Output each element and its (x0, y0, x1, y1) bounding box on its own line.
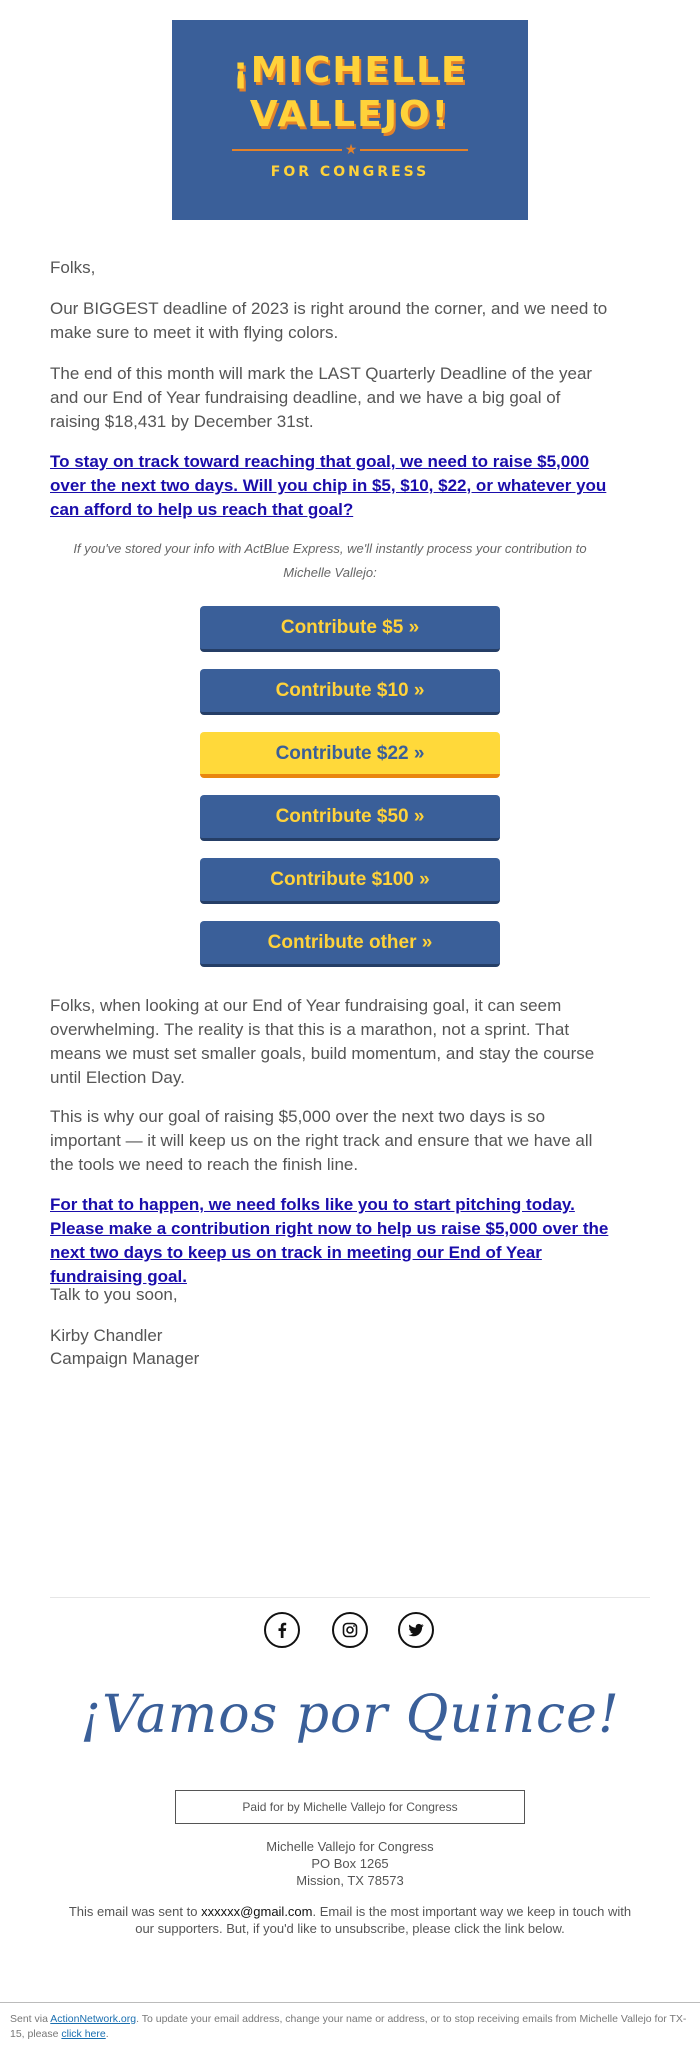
vamos-slogan: ¡Vamos por Quince! (80, 1685, 620, 1745)
via-text: . To update your email address, change your name or address, or to stop receiving emails from Michelle Vallejo for TX-15, please (10, 2013, 687, 2040)
recipient-email: xxxxxx@gmail.com (201, 1904, 313, 1919)
paragraph-goal: The end of this month will mark the LAST Quarterly Deadline of the year and our End of Year fundraising deadline, and we have a big goal of raising $18,431 by December 31st. (50, 364, 593, 431)
footer-divider (50, 1597, 650, 1598)
logo-rule-left (232, 149, 342, 151)
contribute-5-button[interactable]: Contribute $5 » (200, 606, 500, 652)
logo-line-1: ¡MICHELLE (232, 50, 468, 91)
po-box: PO Box 1265 (311, 1856, 389, 1871)
logo-line-3: FOR CONGRESS (270, 164, 430, 180)
logo-line-2: VALLEJO! (249, 94, 451, 135)
via-prefix: Sent via (10, 2013, 51, 2025)
contribute-other-button[interactable]: Contribute other » (200, 921, 500, 967)
signoff: Talk to you soon, (50, 1285, 178, 1304)
sent-suffix: . Email is the most important way we keep in touch with our supporters. But, if you'd like to unsubscribe, please click the link below. (135, 1904, 632, 1936)
sent-prefix: This email was sent to (68, 1904, 202, 1919)
donate-link-top[interactable]: To stay on track toward reaching that goal, we need to raise $5,000 over the next two days. Will you chip in $5, $10, $22, or whatever you can afford to help us reach that goal? (50, 452, 607, 519)
via-end: . (105, 2028, 109, 2040)
contribute-100-button[interactable]: Contribute $100 » (200, 858, 500, 904)
actblue-note: If you've stored your info with ActBlue Express, we'll instantly process your contribution to Michelle Vallejo: (73, 541, 587, 580)
contribute-50-button[interactable]: Contribute $50 » (200, 795, 500, 841)
click-here-link[interactable]: click here (61, 2028, 106, 2040)
contribute-10-button[interactable]: Contribute $10 » (200, 669, 500, 715)
instagram-icon[interactable] (332, 1612, 368, 1648)
twitter-icon[interactable] (398, 1612, 434, 1648)
sent-to-notice (60, 1903, 640, 1937)
actionnetwork-link[interactable]: ActionNetwork.org (50, 2013, 137, 2025)
action-network-divider (0, 2002, 700, 2003)
contribute-22-button[interactable]: Contribute $22 » (200, 732, 500, 778)
signer-name: Kirby Chandler (50, 1326, 163, 1345)
texas-star-icon: ★ (344, 141, 358, 157)
paragraph-importance: This is why our goal of raising $5,000 over the next two days is so important — it will keep us on the right track and ensure that we have all the tools we need to reach the finish line. (50, 1107, 593, 1174)
mailing-address (0, 1838, 700, 1889)
greeting: Folks, (50, 258, 96, 277)
campaign-logo (172, 20, 528, 220)
action-network-footer (10, 2012, 690, 2042)
paid-for-disclaimer: Paid for by Michelle Vallejo for Congress (175, 1790, 525, 1824)
signer-title: Campaign Manager (50, 1349, 200, 1368)
donate-link-bottom[interactable]: For that to happen, we need folks like you to start pitching today. Please make a contribution right now to help us raise $5,000 over the next two days to keep us on track in meeting our End of Year fundraising goal. (50, 1195, 609, 1286)
paragraph-deadline: Our BIGGEST deadline of 2023 is right around the corner, and we need to make sure to meet it with flying colors. (50, 299, 608, 342)
org-name: Michelle Vallejo for Congress (266, 1839, 434, 1854)
logo-rule-right (360, 149, 468, 151)
paragraph-marathon: Folks, when looking at our End of Year fundraising goal, it can seem overwhelming. The reality is that this is a marathon, not a sprint. That means we must set smaller goals, build momentum, and stay the course until Election Day. (50, 996, 595, 1087)
facebook-icon[interactable] (264, 1612, 300, 1648)
city-state-zip: Mission, TX 78573 (296, 1873, 404, 1888)
